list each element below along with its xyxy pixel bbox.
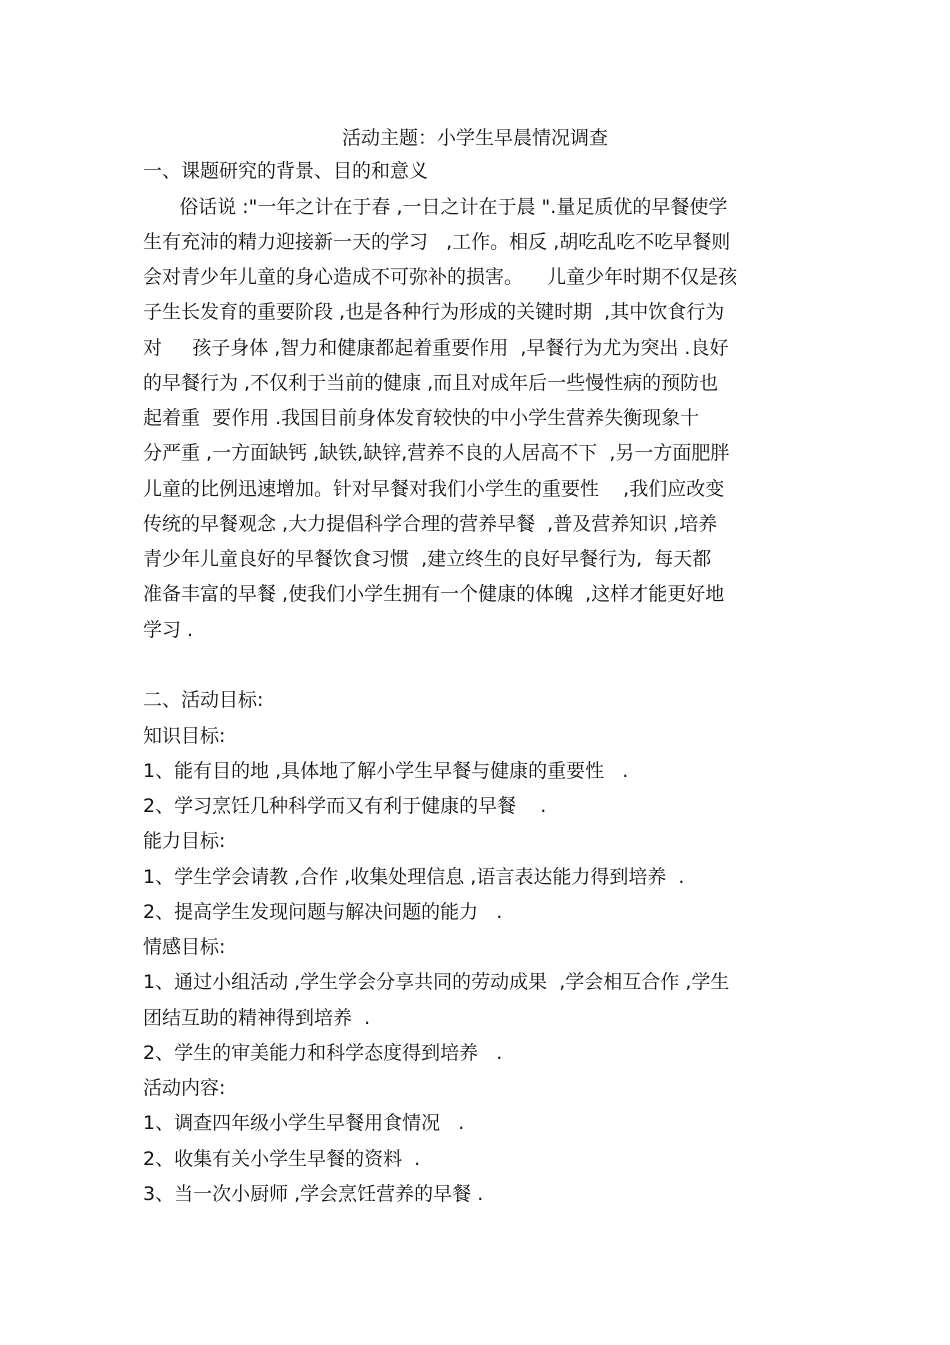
paragraph-line: 的早餐行为 ,不仅利于当前的健康 ,而且对成年后一些慢性病的预防也 — [143, 372, 719, 394]
paragraph-line: 准备丰富的早餐 ,使我们小学生拥有一个健康的体魄 ,这样才能更好地 — [143, 583, 725, 605]
list-item: 1、能有目的地 ,具体地了解小学生早餐与健康的重要性 . — [143, 760, 629, 782]
list-item: 1、学生学会请教 ,合作 ,收集处理信息 ,语言表达能力得到培养 . — [143, 866, 685, 888]
knowledge-goals-label: 知识目标: — [143, 725, 226, 747]
emotion-goals-label: 情感目标: — [143, 936, 226, 958]
paragraph-line: 生有充沛的精力迎接新一天的学习 ,工作。相反 ,胡吃乱吃不吃早餐则 — [143, 231, 731, 253]
paragraph-line: 传统的早餐观念 ,大力提倡科学合理的营养早餐 ,普及营养知识 ,培养 — [143, 513, 718, 535]
activity-content-label: 活动内容: — [143, 1077, 226, 1099]
paragraph-line: 分严重 ,一方面缺钙 ,缺铁,缺锌,营养不良的人居高不下 ,另一方面肥胖 — [143, 442, 730, 464]
list-item: 2、收集有关小学生早餐的资料 . — [143, 1148, 421, 1170]
paragraph-line: 会对青少年儿童的身心造成不可弥补的损害。 儿童少年时期不仅是孩 — [143, 266, 738, 288]
paragraph-line: 子生长发育的重要阶段 ,也是各种行为形成的关键时期 ,其中饮食行为 — [143, 301, 725, 323]
paragraph-line: 俗话说 :"一年之计在于春 ,一日之计在于晨 ".量足质优的早餐使学 — [143, 196, 728, 218]
section1-heading: 一、课题研究的背景、目的和意义 — [143, 160, 429, 182]
list-item: 2、提高学生发现问题与解决问题的能力 . — [143, 901, 503, 923]
paragraph-line: 起着重 要作用 .我国目前身体发育较快的中小学生营养失衡现象十 — [143, 407, 700, 429]
paragraph-line: 学习 . — [143, 619, 194, 641]
paragraph-line: 对 孩子身体 ,智力和健康都起着重要作用 ,早餐行为尤为突出 .良好 — [143, 337, 729, 359]
list-item: 3、当一次小厨师 ,学会烹饪营养的早餐 . — [143, 1183, 484, 1205]
list-item: 2、学习烹饪几种科学而又有利于健康的早餐 . — [143, 795, 547, 817]
list-item: 2、学生的审美能力和科学态度得到培养 . — [143, 1042, 503, 1064]
list-item-continuation: 团结互助的精神得到培养 . — [143, 1007, 371, 1029]
list-item: 1、通过小组活动 ,学生学会分享共同的劳动成果 ,学会相互合作 ,学生 — [143, 971, 730, 993]
ability-goals-label: 能力目标: — [143, 830, 226, 852]
section2-heading: 二、活动目标: — [143, 689, 264, 711]
document-title: 活动主题：小学生早晨情况调查 — [341, 127, 608, 149]
list-item: 1、调查四年级小学生早餐用食情况 . — [143, 1112, 465, 1134]
paragraph-line: 青少年儿童良好的早餐饮食习惯 ,建立终生的良好早餐行为, 每天都 — [143, 548, 712, 570]
paragraph-line: 儿童的比例迅速增加。针对早餐对我们小学生的重要性 ,我们应改变 — [143, 478, 725, 500]
